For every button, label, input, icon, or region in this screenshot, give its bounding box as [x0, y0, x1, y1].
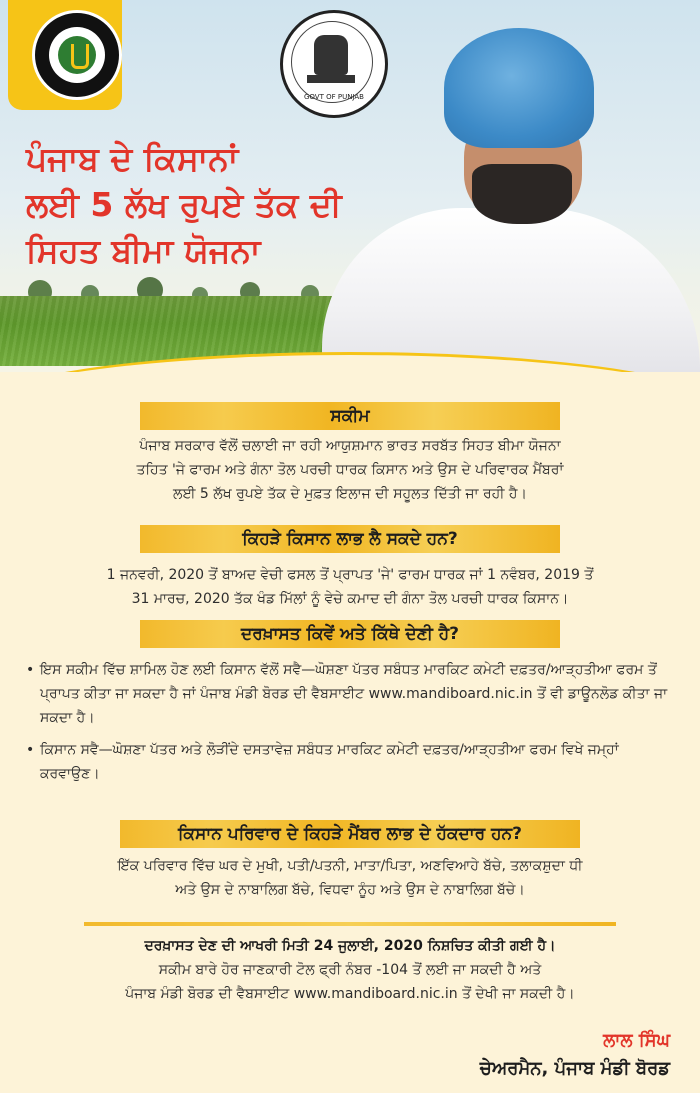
family-line: ਇੱਕ ਪਰਿਵਾਰ ਵਿੱਚ ਘਰ ਦੇ ਮੁਖੀ, ਪਤੀ/ਪਤਨੀ, ਮਾਤਾ/ਪਿਤਾ, ਅਣਵਿਆਹੇ ਬੱਚੇ, ਤਲਾਕਸ਼ੁਦਾ ਧੀ [117, 858, 583, 874]
family-line: ਅਤੇ ਉਸ ਦੇ ਨਾਬਾਲਿਗ ਬੱਚੇ, ਵਿਧਵਾ ਨੂੰਹ ਅਤੇ ਉਸ ਦੇ ਨਾਬਾਲਿਗ ਬੱਚੇ। [175, 882, 525, 898]
scheme-line: ਪੰਜਾਬ ਸਰਕਾਰ ਵੱਲੋਂ ਚਲਾਈ ਜਾ ਰਹੀ ਆਯੁਸ਼ਮਾਨ ਭਾਰਤ ਸਰਬੱਤ ਸਿਹਤ ਬੀਮਾ ਯੋਜਨਾ [139, 438, 561, 454]
deadline-bold-line: ਦਰਖ਼ਾਸਤ ਦੇਣ ਦੀ ਆਖਰੀ ਮਿਤੀ 24 ਜੁਲਾਈ, 2020 ਨਿਸ਼ਚਿਤ ਕੀਤੀ ਗਈ ਹੈ। [144, 938, 556, 954]
section-title-eligibility: ਕਿਹੜੇ ਕਿਸਾਨ ਲਾਭ ਲੈ ਸਕਦੇ ਹਨ? [140, 525, 560, 553]
section-title-scheme: ਸਕੀਮ [140, 402, 560, 430]
logo-tab [8, 0, 122, 110]
family-text [30, 854, 670, 902]
apply-bullets [26, 658, 676, 794]
bullet-text: ਕਿਸਾਨ ਸਵੈ—ਘੋਸ਼ਣਾ ਪੱਤਰ ਅਤੇ ਲੋੜੀਂਦੇ ਦਸਤਾਵੇਜ਼ ਸਬੰਧਤ ਮਾਰਕਿਟ ਕਮੇਟੀ ਦਫ਼ਤਰ/ਆੜ੍ਹਤੀਆ ਫਰਮ ਵਿਖੇ ਜਮ੍ਹਾਂ ਕਰਵਾਉਣ। [40, 742, 619, 782]
section-title-apply: ਦਰਖ਼ਾਸਤ ਕਿਵੇਂ ਅਤੇ ਕਿੱਥੇ ਦੇਣੀ ਹੈ? [140, 620, 560, 648]
list-item [26, 658, 676, 730]
deadline-text [30, 934, 670, 1006]
deadline-line: ਸਕੀਮ ਬਾਰੇ ਹੋਰ ਜਾਣਕਾਰੀ ਟੋਲ ਫ੍ਰੀ ਨੰਬਰ -104 ਤੋਂ ਲਈ ਜਾ ਸਕਦੀ ਹੈ ਅਤੇ [158, 962, 542, 978]
scheme-line: ਲਈ 5 ਲੱਖ ਰੁਪਏ ਤੱਕ ਦੇ ਮੁਫ਼ਤ ਇਲਾਜ ਦੀ ਸਹੂਲਤ ਦਿੱਤੀ ਜਾ ਰਹੀ ਹੈ। [173, 486, 527, 502]
signatory-name: ਲਾਲ ਸਿੰਘ [603, 1030, 670, 1051]
eligibility-line: 31 ਮਾਰਚ, 2020 ਤੱਕ ਖੰਡ ਮਿੱਲਾਂ ਨੂੰ ਵੇਚੇ ਕਮਾਦ ਦੀ ਗੰਨਾ ਤੋਲ ਪਰਚੀ ਧਾਰਕ ਕਿਸਾਨ। [131, 591, 569, 607]
scheme-text [30, 434, 670, 506]
bullet-marker: • [26, 742, 35, 758]
bullet-text: ਇਸ ਸਕੀਮ ਵਿੱਚ ਸ਼ਾਮਿਲ ਹੋਣ ਲਈ ਕਿਸਾਨ ਵੱਲੋਂ ਸਵੈ—ਘੋਸ਼ਣਾ ਪੱਤਰ ਸਬੰਧਤ ਮਾਰਕਿਟ ਕਮੇਟੀ ਦਫ਼ਤਰ/ਆੜ੍ਹਤੀਆ ਫਰਮ ਤੋਂ ਪ੍ਰਾਪਤ ਕੀਤਾ ਜਾ ਸਕਦਾ ਹੈ ਜਾਂ ਪੰਜਾਬ ਮੰਡੀ ਬੋਰਡ ਦੀ ਵੈਬਸਾਈਟ www.mandiboard.nic.in ਤੋਂ ਵੀ ਡਾਊਨਲੋਡ ਕੀਤਾ ਜਾ ਸਕਦਾ ਹੈ। [40, 662, 668, 726]
hero-banner [0, 0, 700, 372]
emblem-caption: GOVT OF PUNJAB [304, 93, 364, 101]
eligibility-line: 1 ਜਨਵਰੀ, 2020 ਤੋਂ ਬਾਅਦ ਵੇਚੀ ਫਸਲ ਤੋਂ ਪ੍ਰਾਪਤ 'ਜੇ' ਫਾਰਮ ਧਾਰਕ ਜਾਂ 1 ਨਵੰਬਰ, 2019 ਤੋਂ [106, 567, 594, 583]
headline-line: ਸਿਹਤ ਬੀਮਾ ਯੋਜਨਾ [26, 231, 261, 270]
headline-line: ਲਈ 5 ਲੱਖ ਰੁਪਏ ਤੱਕ ਦੀ [26, 185, 342, 224]
eligibility-text [30, 563, 670, 611]
deadline-line: ਪੰਜਾਬ ਮੰਡੀ ਬੋਰਡ ਦੀ ਵੈਬਸਾਈਟ www.mandiboard.nic.in ਤੋਂ ਦੇਖੀ ਜਾ ਸਕਦੀ ਹੈ। [125, 986, 575, 1002]
headline-line: ਪੰਜਾਬ ਦੇ ਕਿਸਾਨਾਂ [26, 139, 239, 178]
signatory-designation: ਚੇਅਰਮੈਨ, ਪੰਜਾਬ ਮੰਡੀ ਬੋਰਡ [479, 1058, 670, 1079]
section-title-family: ਕਿਸਾਨ ਪਰਿਵਾਰ ਦੇ ਕਿਹੜੇ ਮੈਂਬਰ ਲਾਭ ਦੇ ਹੱਕਦਾਰ ਹਨ? [120, 820, 580, 848]
bullet-marker: • [26, 662, 35, 678]
chief-minister-portrait [322, 18, 700, 372]
list-item [26, 738, 676, 786]
section-divider [84, 922, 616, 926]
scheme-line: ਤਹਿਤ 'ਜੇ ਫਾਰਮ ਅਤੇ ਗੰਨਾ ਤੋਲ ਪਰਚੀ ਧਾਰਕ ਕਿਸਾਨ ਅਤੇ ਉਸ ਦੇ ਪਰਿਵਾਰਕ ਮੈਂਬਰਾਂ [136, 462, 564, 478]
mandi-board-logo-icon [32, 10, 122, 100]
